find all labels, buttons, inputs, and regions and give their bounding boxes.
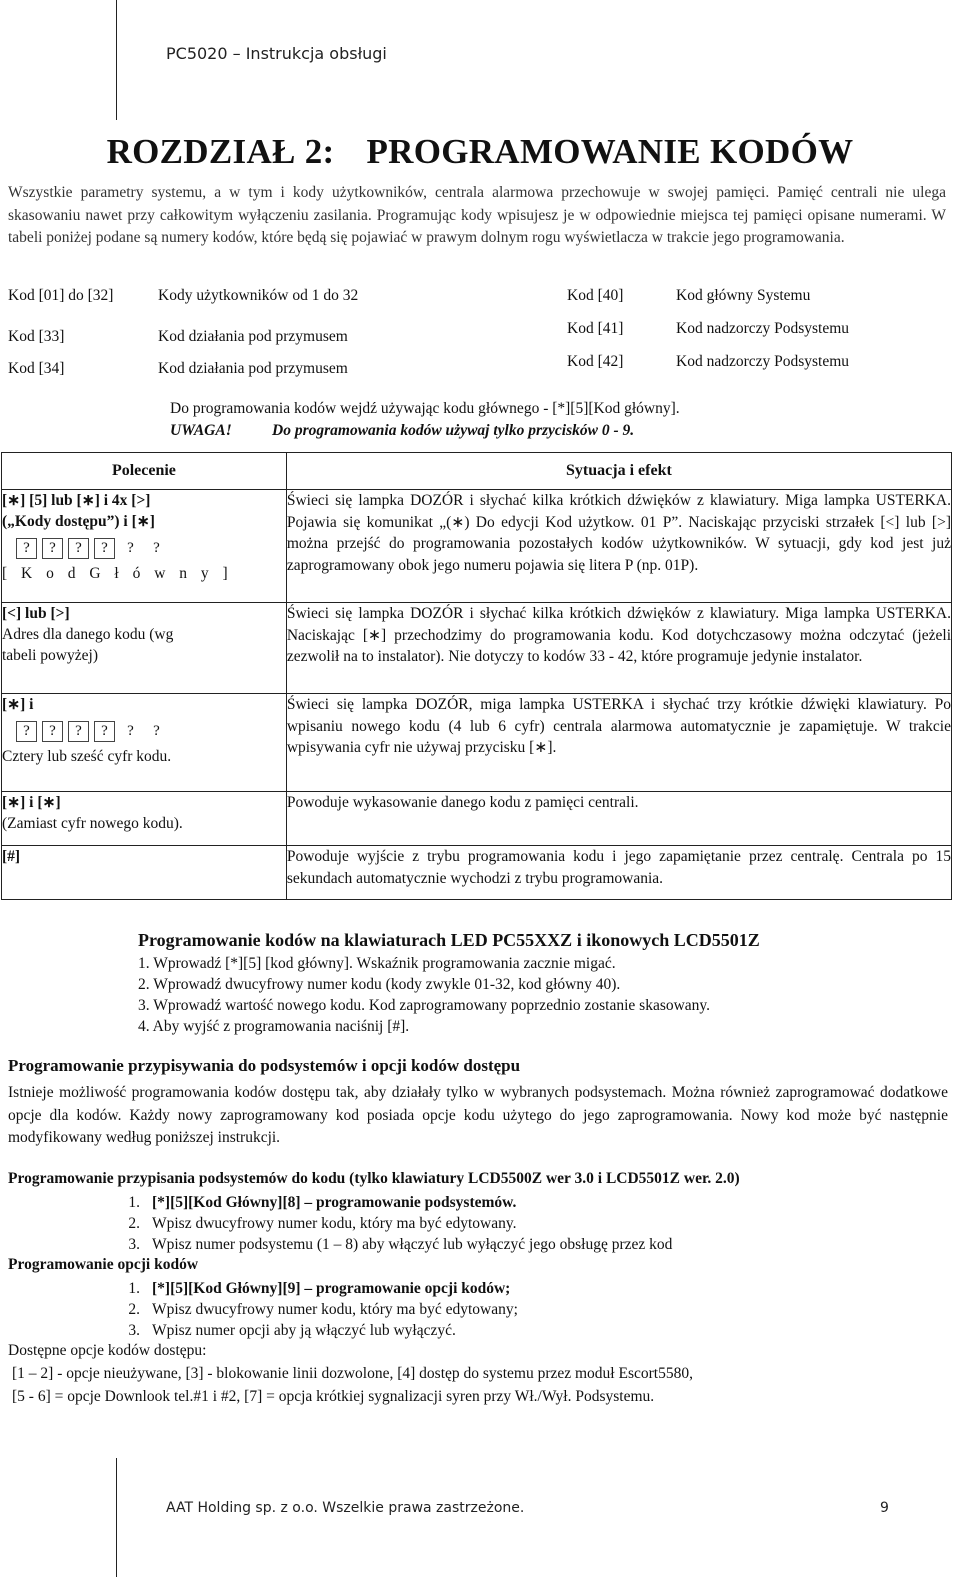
assign-section-title: Programowanie przypisywania do podsystemów i opcji kodów dostępu (8, 1056, 521, 1075)
available-options-line: [5 - 6] = opcje Downlook tel.#1 i #2, [7] = opcja krótkiej sygnalizacji syren przy Wł./Wył. Podsystemu. (12, 1388, 655, 1405)
effect-cell: Powoduje wyjście z trybu programowania kodu i jego zapamiętanie przez centralę. Centrala po 15 sekundach automatycznie wychodzi z trybu programowania. (286, 846, 951, 900)
command-keys: [∗] i [∗] (2, 794, 61, 811)
code-description: Kod główny Systemu (676, 287, 811, 304)
led-section-title: Programowanie kodów na klawiaturach LED PC55XXZ i ikonowych LCD5501Z (138, 930, 760, 950)
step-number: 1. (128, 1194, 140, 1211)
digit-box: ? (153, 540, 160, 556)
effect-cell: Powoduje wykasowanie danego kodu z pamięci centrali. (286, 792, 951, 846)
column-header-effect: Sytuacja i efekt (286, 453, 951, 490)
digit-box: ? (127, 723, 134, 739)
options-step (88, 1320, 938, 1341)
intro-paragraph: Wszystkie parametry systemu, a w tym i kody użytkowników, centrala alarmowa przechowuje w swojej pamięci. Pamięć centrali nie ulega skasowaniu nawet przy całkowitym wyłączeniu zasilania. Programując kody wpisujesz je w odpowiednie miejsca tej pamięci opisane numerami. W tabeli poniżej podane są numery kodów, które będą się pojawiać w prawym dolnym rogu wyświetlacza w trakcie jego programowania. (8, 184, 946, 246)
led-step: 3. Wprowadź wartość nowego kodu. Kod zaprogramowany poprzednio zostanie skasowany. (138, 997, 711, 1014)
code-description: Kod nadzorczy Podsystemu (676, 320, 850, 337)
step-text: Wpisz numer podsystemu (1 – 8) aby włączyć lub wyłączyć jego obsługę przez kod (152, 1236, 673, 1253)
command-keys: („Kody dostępu”) i [∗] (2, 513, 155, 530)
step-number: 3. (128, 1236, 140, 1253)
partition-section-title: Programowanie przypisania podsystemów do kodu (tylko klawiatury LCD5500Z wer 3.0 i LCD5501Z wer. 2.0) (8, 1170, 740, 1187)
step-number: 3. (128, 1322, 140, 1339)
code-number: Kod [33] (8, 328, 65, 345)
digit-box: ? (16, 721, 37, 742)
warning-text: Do programowania kodów używaj tylko przycisków 0 - 9. (272, 422, 635, 439)
digit-box: ? (94, 538, 115, 559)
table-row (2, 694, 952, 792)
options-step (88, 1278, 938, 1299)
led-step: 1. Wprowadź [*][5] [kod główny]. Wskaźnik programowania zacznie migać. (138, 955, 616, 972)
command-keys: [∗] [5] lub [∗] i 4x [>] (2, 492, 151, 509)
step-text: [*][5][Kod Główny][9] – programowanie opcji kodów; (152, 1280, 511, 1297)
options-steps (88, 1278, 938, 1341)
led-section (138, 930, 760, 1037)
command-keys: [∗] i (2, 696, 34, 713)
partition-step (88, 1213, 938, 1234)
column-header-command: Polecenie (2, 453, 287, 490)
warning-label: UWAGA! (170, 422, 232, 439)
code-number: Kod [42] (567, 353, 624, 370)
command-description: Cztery lub sześć cyfr kodu. (2, 748, 172, 765)
command-keys: [#] (2, 848, 21, 865)
footer-company: AAT Holding sp. z o.o. Wszelkie prawa zastrzeżone. (166, 1500, 525, 1516)
footer-rule (116, 1458, 117, 1577)
step-number: 1. (128, 1280, 140, 1297)
code-entry-boxes (16, 538, 286, 559)
digit-box: ? (68, 538, 89, 559)
step-text: Wpisz dwucyfrowy numer kodu, który ma być edytowany. (152, 1215, 517, 1232)
command-description: (Zamiast cyfr nowego kodu). (2, 815, 183, 832)
code-description: Kody użytkowników od 1 do 32 (158, 287, 359, 304)
table-header-row (2, 453, 952, 490)
led-step: 2. Wprowadź dwucyfrowy numer kodu (kody zwykle 01-32, kod główny 40). (138, 976, 621, 993)
command-cell (2, 792, 287, 846)
code-row (8, 287, 113, 305)
digit-box: ? (127, 540, 134, 556)
instruction-line: Do programowania kodów wejdź używając kodu głównego - [*][5][Kod główny]. (170, 400, 680, 417)
available-options-title: Dostępne opcje kodów dostępu: (8, 1342, 207, 1359)
digit-box: ? (16, 538, 37, 559)
digit-box: ? (94, 721, 115, 742)
step-number: 2. (128, 1301, 140, 1318)
chapter-heading (0, 132, 960, 172)
instruction-block (170, 398, 680, 442)
effect-cell: Świeci się lampka DOZÓR i słychać kilka krótkich dźwięków z klawiatury. Miga lampka USTERKA. Naciskając [∗] przechodzimy do programowania kodu. Kod dotychczasowy można odczytać (jeżeli zezwolił na to instalator). Nie dotyczy to kodów 33 - 42, które programuje jedynie instalator. (286, 603, 951, 694)
code-entry-boxes (16, 721, 286, 742)
options-step (88, 1299, 938, 1320)
partition-steps (88, 1192, 938, 1255)
digit-box: ? (42, 538, 63, 559)
assign-paragraph: Istnieje możliwość programowania kodów dostępu tak, aby działały tylko w wybranych podsystemach. Można również zaprogramować dodatkowe opcje dla kodów. Każdy nowy zaprogramowany kod posiada opcje kodu użytego do jego zaprogramowania. Nowy kod może być następnie modyfikowany według poniższej instrukcji. (8, 1084, 948, 1146)
command-keys: [<] lub [>] (2, 605, 70, 622)
command-cell (2, 603, 287, 694)
chapter-title: PROGRAMOWANIE KODÓW (366, 132, 854, 171)
command-cell (2, 694, 287, 792)
header-rule (116, 0, 117, 120)
code-number: Kod [01] do [32] (8, 287, 114, 304)
effect-cell: Świeci się lampka DOZÓR, miga lampka USTERKA i słychać trzy krótkie dźwięki klawiatury. Po wpisaniu nowego kodu (4 lub 6 cyfr) centrala alarmowa automatycznie je zapamiętuje. W trakcie wpisywania cyfr nie używaj przycisku [∗]. (286, 694, 951, 792)
page-number: 9 (880, 1500, 889, 1516)
digit-box: ? (42, 721, 63, 742)
code-description: Kod działania pod przymusem (158, 360, 348, 377)
partition-step (88, 1192, 938, 1213)
table-row (2, 846, 952, 900)
command-cell (2, 490, 287, 603)
code-description: Kod działania pod przymusem (158, 328, 348, 345)
table-row (2, 603, 952, 694)
step-text: Wpisz dwucyfrowy numer kodu, który ma być edytowany; (152, 1301, 518, 1318)
available-options-line: [1 – 2] - opcje nieużywane, [3] - blokowanie linii dozwolone, [4] dostęp do systemu przez moduł Escort5580, (12, 1365, 693, 1382)
partition-step (88, 1234, 938, 1255)
step-text: [*][5][Kod Główny][8] – programowanie podsystemów. (152, 1194, 517, 1211)
table-row (2, 490, 952, 603)
options-section-title: Programowanie opcji kodów (8, 1256, 199, 1273)
code-description: Kod nadzorczy Podsystemu (676, 353, 850, 370)
led-steps (138, 953, 760, 1037)
code-number: Kod [34] (8, 360, 65, 377)
warning-line (170, 420, 680, 442)
header-title: PC5020 – Instrukcja obsługi (166, 44, 387, 63)
command-description: Adres dla danego kodu (wg tabeli powyżej) (2, 626, 174, 664)
digit-box: ? (153, 723, 160, 739)
command-cell (2, 846, 287, 900)
master-code-label: [ K o d G ł ó w n y ] (2, 565, 233, 582)
table-row (2, 792, 952, 846)
chapter-number: ROZDZIAŁ 2: (106, 132, 335, 171)
effect-cell: Świeci się lampka DOZÓR i słychać kilka krótkich dźwięków z klawiatury. Miga lampka USTERKA. Pojawia się komunikat „(∗) Do edycji Kod użytkow. 01 P”. Naciskając przyciski strzałek [<] lub [>] można przejść do programowania pozostałych kodów użytkowników. W sytuacji, gdy kod jest już zaprogramowany obok jego numeru pojawia się litera P (np. 01P). (286, 490, 951, 603)
led-step: 4. Aby wyjść z programowania naciśnij [#]. (138, 1018, 410, 1035)
step-number: 2. (128, 1215, 140, 1232)
code-number: Kod [41] (567, 320, 624, 337)
digit-box: ? (68, 721, 89, 742)
step-text: Wpisz numer opcji aby ją włączyć lub wyłączyć. (152, 1322, 456, 1339)
code-number: Kod [40] (567, 287, 624, 304)
procedure-table (1, 452, 952, 900)
